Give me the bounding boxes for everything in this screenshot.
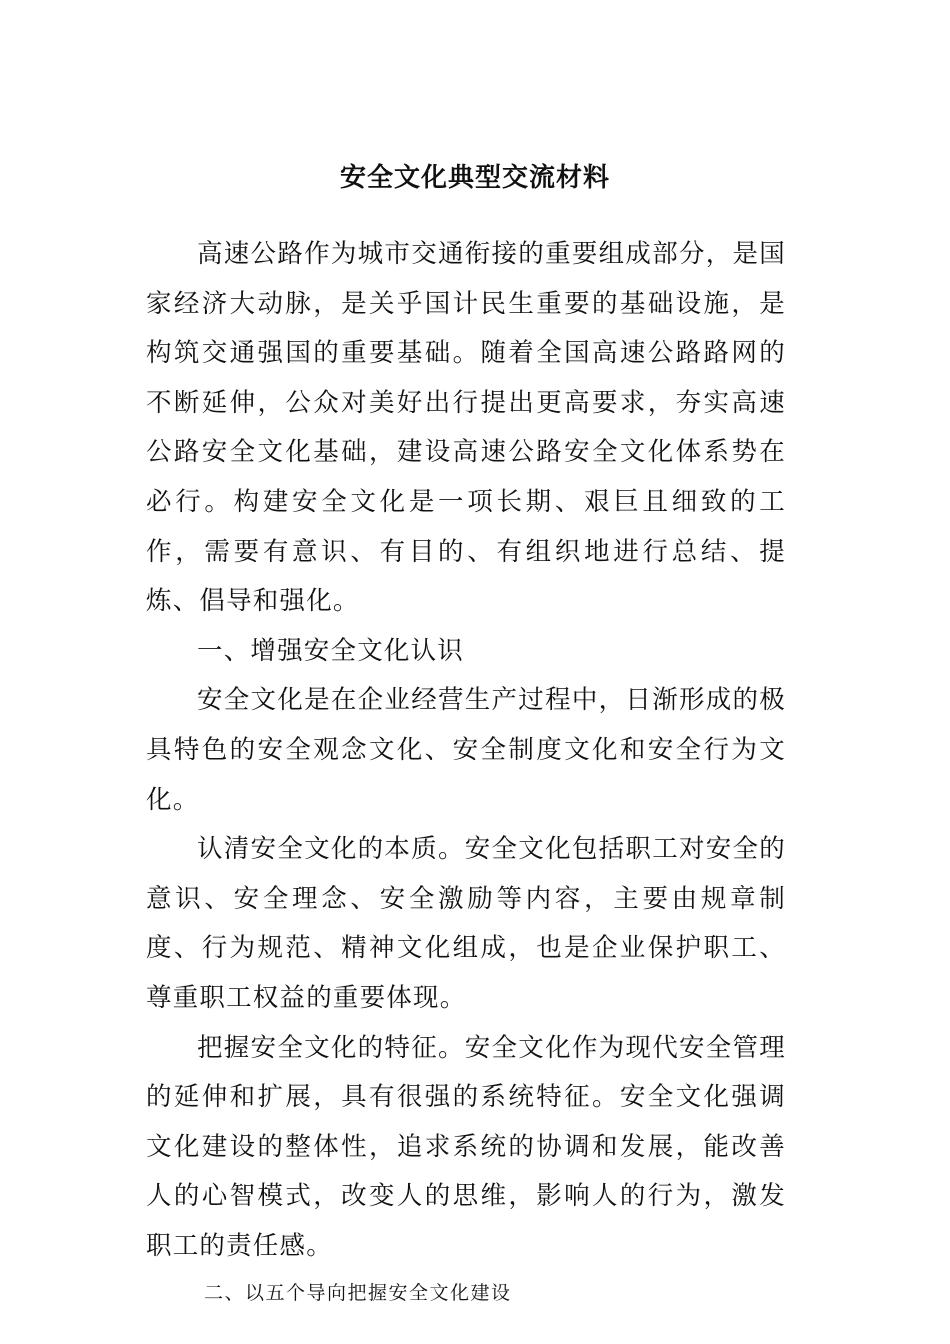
document-title: 安全文化典型交流材料 — [339, 163, 610, 193]
intro-paragraph: 高速公路作为城市交通衔接的重要组成部分，是国家经济大动脉，是关乎国计民生重要的基础设施，是构筑交通强国的重要基础。随着全国高速公路路网的不断延伸，公众对美好出行提出更高要求，夯实高速公路安全文化基础，建设高速公路安全文化体系势在必行。构建安全文化是一项长期、艰巨且细致的工作，需要有意识、有目的、有组织地进行总结、提炼、倡导和强化。 — [146, 239, 786, 617]
section-1-paragraph-3: 把握安全文化的特征。安全文化作为现代安全管理的延伸和扩展，具有很强的系统特征。安全文化强调文化建设的整体性，追求系统的协调和发展，能改善人的心智模式，改变人的思维，影响人的行为，激发职工的责任感。 — [146, 1032, 786, 1261]
section-1-heading: 一、增强安全文化认识 — [197, 635, 465, 666]
section-1-paragraph-2: 认清安全文化的本质。安全文化包括职工对安全的意识、安全理念、安全激励等内容，主要由规章制度、行为规范、精神文化组成，也是企业保护职工、尊重职工权益的重要体现。 — [146, 834, 786, 1013]
section-2-heading: 二、以五个导向把握安全文化建设 — [204, 1282, 512, 1305]
document-body — [146, 230, 786, 1311]
section-1-paragraph-1: 安全文化是在企业经营生产过程中，日渐形成的极具特色的安全观念文化、安全制度文化和安全行为文化。 — [146, 685, 786, 815]
